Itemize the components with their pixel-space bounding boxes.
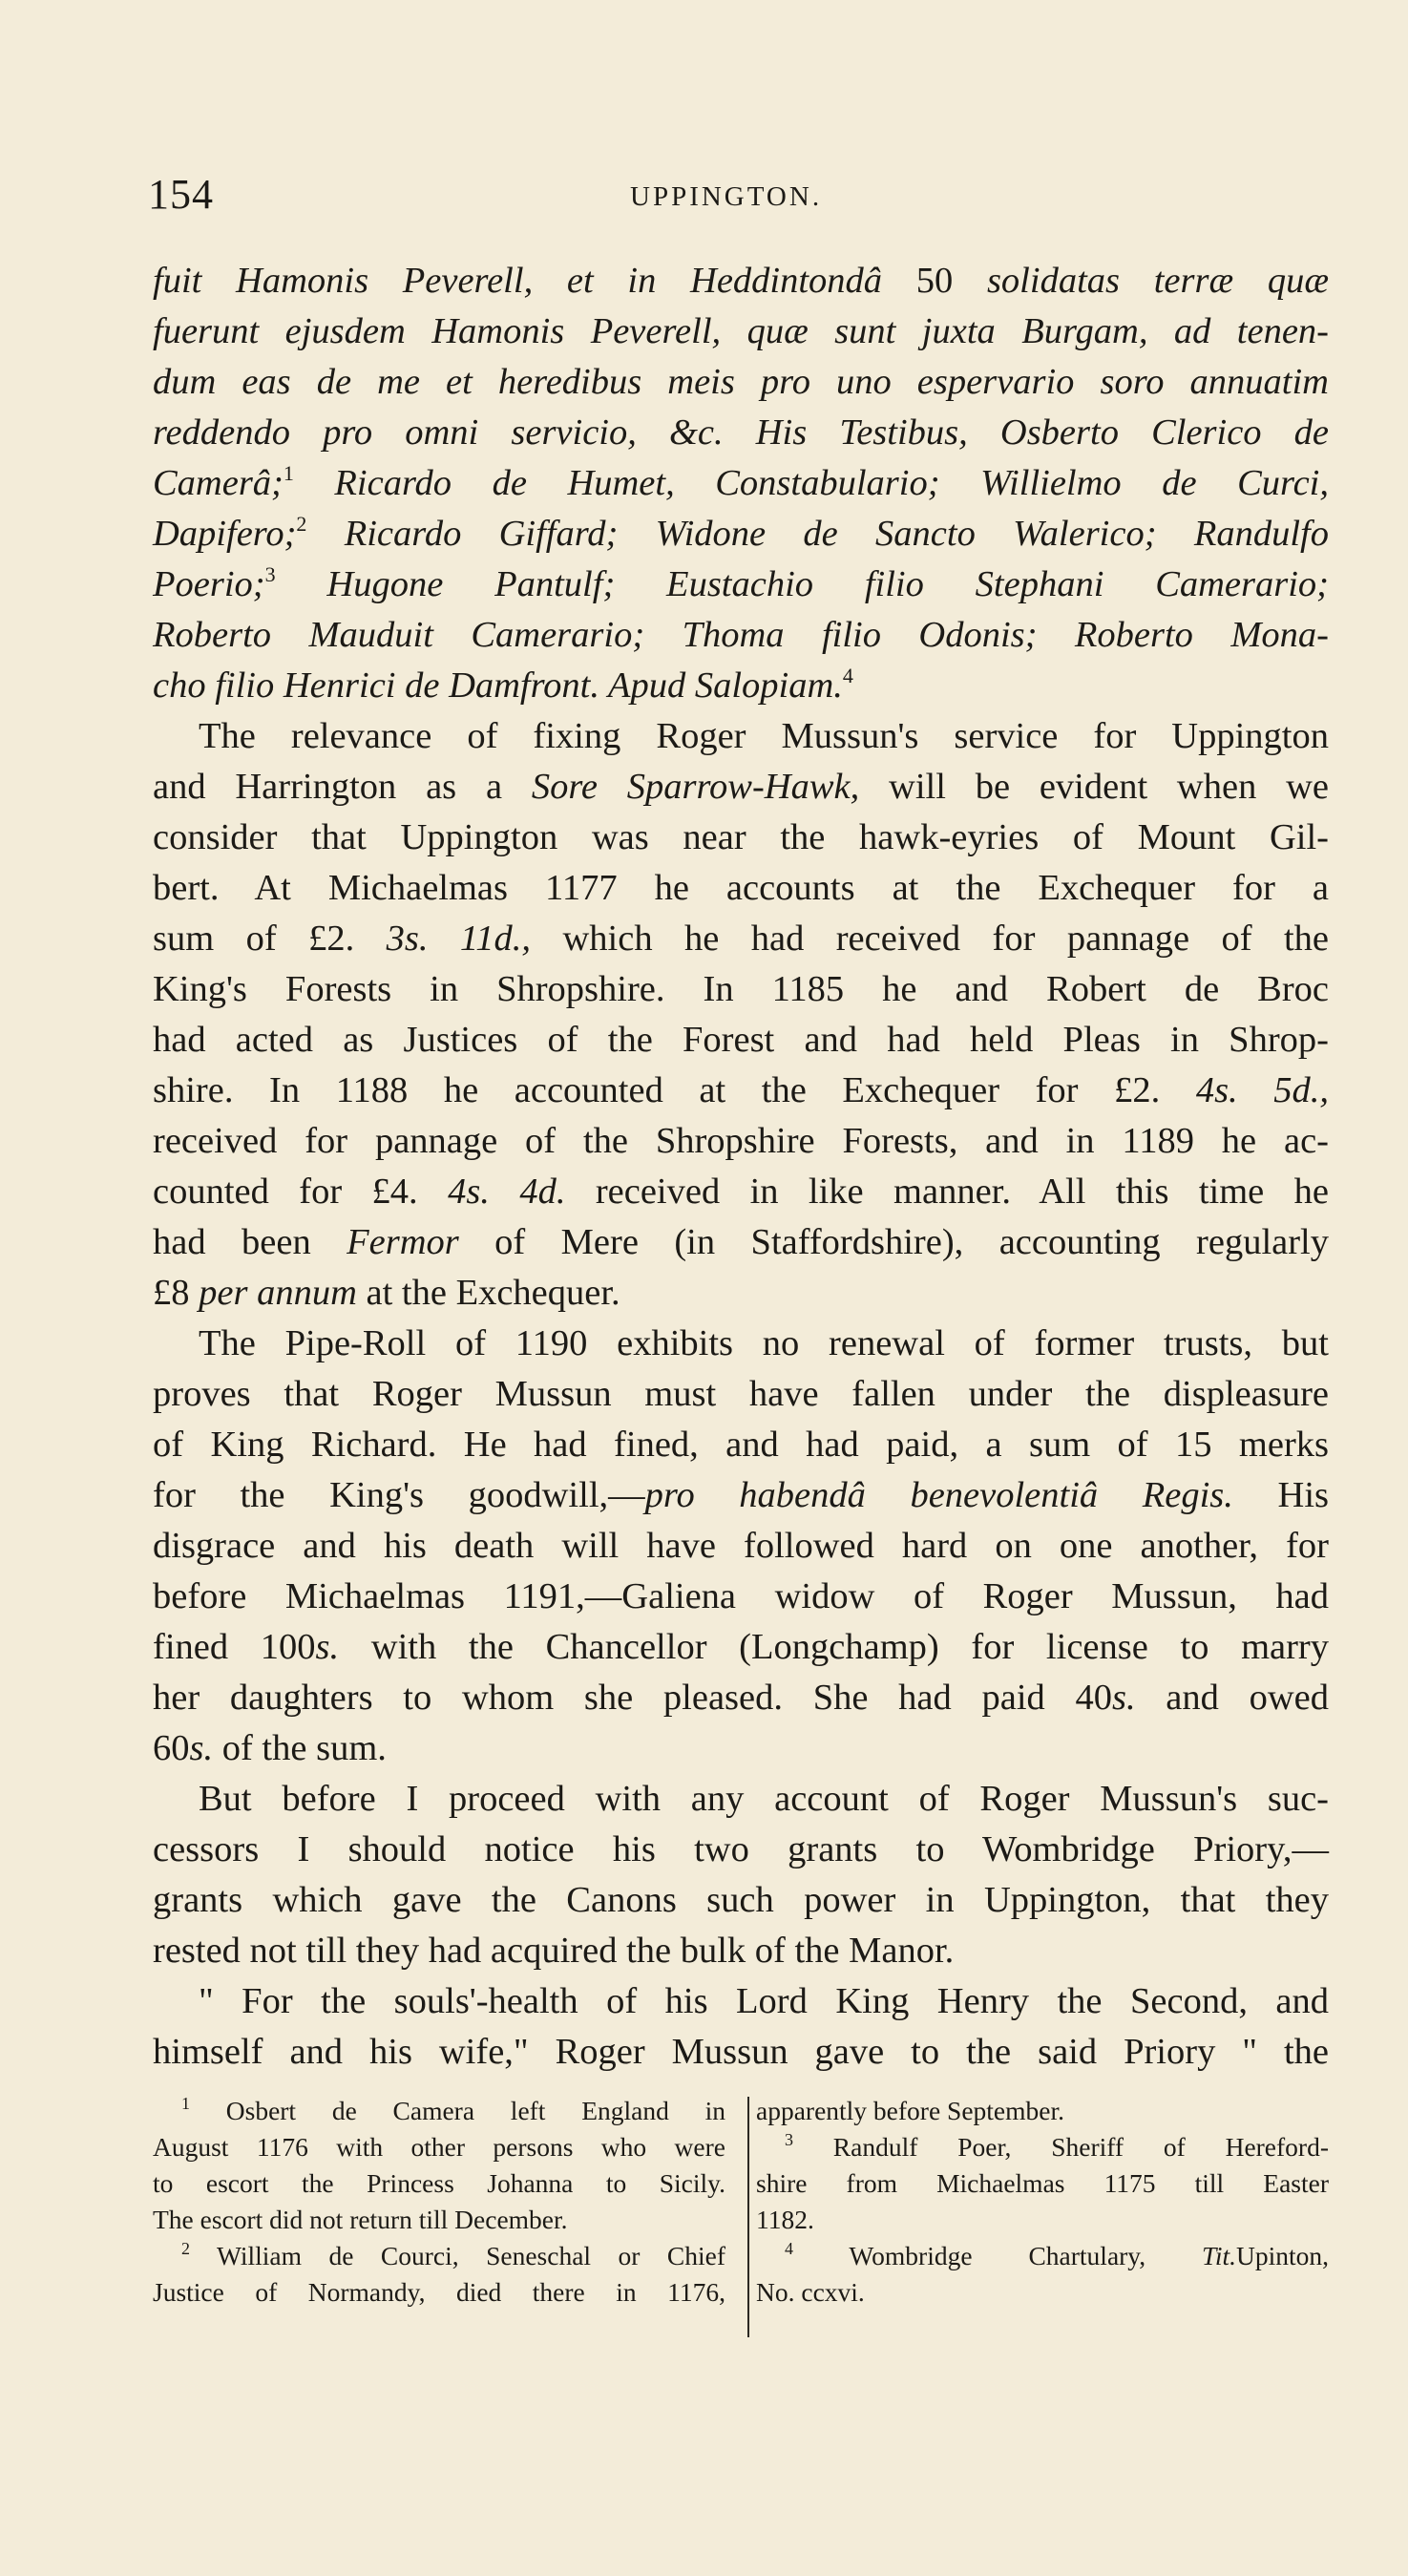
footnotes-right-column xyxy=(756,2093,1329,2311)
page-number: 154 xyxy=(148,171,214,218)
text-line: for the King's goodwill,—pro habendâ benevolentiâ Regis. His xyxy=(153,1475,1329,1515)
footnotes xyxy=(153,2093,1329,2341)
text-line: grants which gave the Canons such power in Uppington, that they xyxy=(153,1880,1329,1920)
text-line: cho filio Henrici de Damfront. Apud Salopiam.$^4$ xyxy=(153,664,853,706)
text-line: King's Forests in Shropshire. In 1185 he and Robert de Broc xyxy=(153,969,1329,1009)
text-line: shire. In 1188 he accounted at the Exchequer for £2. 4s. 5d., xyxy=(153,1070,1330,1110)
text-line: himself and his wife," Roger Mussun gave to the said Priory " the xyxy=(153,2032,1329,2072)
text-line: dum eas de me et heredibus meis pro uno espervario soro annuatim xyxy=(153,362,1329,402)
text-line: fined 100s. with the Chancellor (Longchamp) for license to marry xyxy=(153,1627,1330,1667)
text-line: Camerâ;$^1$ Ricardo de Humet, Constabulario; Willielmo de Curci, xyxy=(153,461,1329,503)
text-line: consider that Uppington was near the hawk-eyries of Mount Gil- xyxy=(153,817,1329,857)
footnote-marker: 1 xyxy=(181,2094,190,2113)
footnote-line: $^1$ Osbert de Camera left England in xyxy=(181,2094,725,2125)
footnote-line: Justice of Normandy, died there in 1176, xyxy=(153,2277,725,2307)
text-line: sum of £2. 3s. 11d., which he had received for pannage of the xyxy=(153,918,1330,959)
text-line: Dapifero;$^2$ Ricardo Giffard; Widone de Sancto Walerico; Randulfo xyxy=(153,512,1329,554)
footnote-line: No. ccxvi. xyxy=(756,2277,865,2307)
text-line: rested not till they had acquired the bulk of the Manor. xyxy=(153,1931,955,1971)
text-line: before Michaelmas 1191,—Galiena widow of Roger Mussun, had xyxy=(153,1576,1329,1616)
text-line: fuit Hamonis Peverell, et in Heddintondâ 50 solidatas terræ quæ xyxy=(153,261,1330,301)
footnote-marker: 4 xyxy=(785,2239,793,2258)
footnote-line: to escort the Princess Johanna to Sicily. xyxy=(153,2168,725,2198)
text-line: disgrace and his death will have followed hard on one another, for xyxy=(153,1526,1329,1566)
text-line: The Pipe-Roll of 1190 exhibits no renewal of former trusts, but xyxy=(199,1323,1329,1363)
text-line: reddendo pro omni servicio, &c. His Testibus, Osberto Clerico de xyxy=(153,412,1329,453)
footnote-line: $^3$ Randulf Poer, Sheriff of Hereford- xyxy=(785,2130,1329,2162)
text-line: bert. At Michaelmas 1177 he accounts at the Exchequer for a xyxy=(153,868,1329,908)
text-line: received for pannage of the Shropshire Forests, and in 1189 he ac- xyxy=(153,1121,1329,1161)
text-line: Poerio;$^3$ Hugone Pantulf; Eustachio filio Stephani Camerario; xyxy=(153,562,1329,604)
footnote-line: 1182. xyxy=(756,2205,814,2234)
text-line: fuerunt ejusdem Hamonis Peverell, quæ sunt juxta Burgam, ad tenen- xyxy=(153,311,1329,351)
text-line: had been Fermor of Mere (in Staffordshire), accounting regularly xyxy=(153,1222,1329,1262)
text-line: " For the souls'-health of his Lord King Henry the Second, and xyxy=(199,1981,1329,2021)
running-head: UPPINGTON. xyxy=(630,181,823,212)
footnote-line: $^4$ Wombridge Chartulary, Tit.Upinton, xyxy=(785,2239,1329,2270)
footnotes-left-column xyxy=(153,2093,725,2311)
column-divider xyxy=(747,2097,749,2337)
text-line: counted for £4. 4s. 4d. received in like manner. All this time he xyxy=(153,1172,1329,1212)
text-line: But before I proceed with any account of Roger Mussun's suc- xyxy=(199,1779,1329,1819)
footnote-ref: 1 xyxy=(283,461,294,485)
footnote-marker: 3 xyxy=(785,2130,793,2149)
footnote-line: $^2$ William de Courci, Seneschal or Chief xyxy=(181,2239,725,2270)
text-line: £8 per annum at the Exchequer. xyxy=(153,1273,620,1313)
footnote-ref: 2 xyxy=(296,512,307,536)
text-line: her daughters to whom she pleased. She had paid 40s. and owed xyxy=(153,1678,1330,1718)
text-line: cessors I should notice his two grants to Wombridge Priory,— xyxy=(153,1829,1329,1869)
footnote-marker: 2 xyxy=(181,2239,190,2258)
footnote-line: apparently before September. xyxy=(756,2096,1064,2125)
footnote-line: August 1176 with other persons who were xyxy=(153,2132,725,2162)
footnote-line: shire from Michaelmas 1175 till Easter xyxy=(756,2168,1329,2198)
text-line: 60s. of the sum. xyxy=(153,1728,387,1768)
text-line: proves that Roger Mussun must have fallen under the displeasure xyxy=(153,1374,1329,1414)
main-text xyxy=(153,256,1329,2078)
text-line: The relevance of fixing Roger Mussun's service for Uppington xyxy=(199,716,1329,756)
footnote-line: The escort did not return till December. xyxy=(153,2205,568,2234)
text-line: had acted as Justices of the Forest and had held Pleas in Shrop- xyxy=(153,1020,1329,1060)
text-line: Roberto Mauduit Camerario; Thoma filio Odonis; Roberto Mona- xyxy=(153,615,1329,655)
footnote-ref: 3 xyxy=(264,562,276,586)
footnote-ref: 4 xyxy=(842,664,853,687)
text-line: of King Richard. He had fined, and had paid, a sum of 15 merks xyxy=(153,1425,1329,1465)
text-line: and Harrington as a Sore Sparrow-Hawk, will be evident when we xyxy=(153,767,1329,807)
